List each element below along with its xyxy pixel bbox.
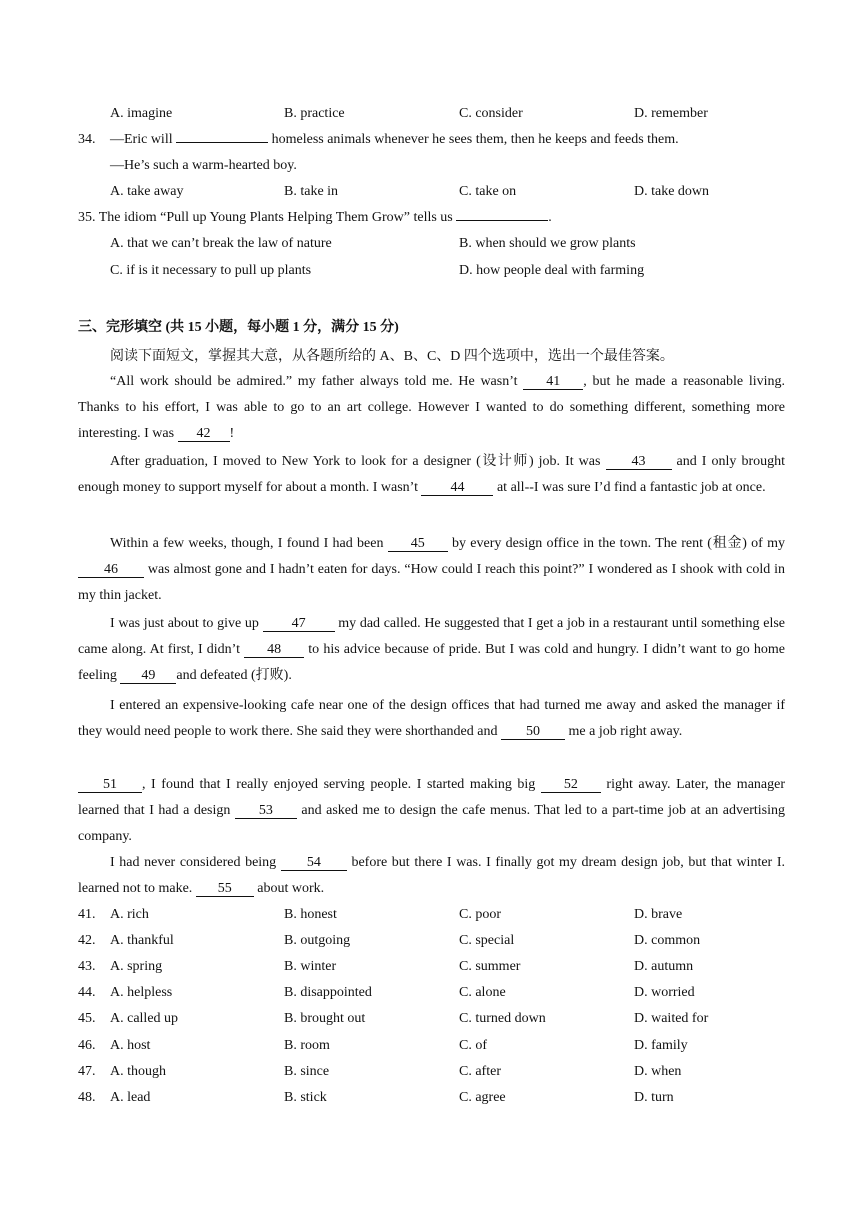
q35-option-c: C. if is it necessary to pull up plants [110,263,312,278]
answer-45-option-c: C. turned down [459,1011,546,1026]
p2-text-1: After graduation, I moved to New York to look for a designer (设计师) job. It was [110,454,601,469]
blank-53: 53 [235,804,297,819]
passage-paragraph-3 [78,531,785,609]
p6-text-3: and asked me to design the cafe menus. That led to a part-time job at an advertising company. [78,803,786,844]
answer-41-option-a: A. rich [110,907,149,922]
q33-option-a: A. imagine [110,106,173,121]
p5-text-1: I entered an expensive-looking cafe near one of the design offices that had turned me away and asked the manager if they would need people to work there. She said they were shorthanded and [78,698,785,739]
blank-46: 46 [78,563,144,578]
p5-text-2: me a job right away. [568,724,683,739]
blank-42: 42 [178,427,230,442]
answer-47-number: 47. [78,1064,96,1079]
blank-47: 47 [263,617,335,632]
p3-text-2: by every design office in the town. The rent (租金) of my [452,536,786,551]
answer-48-option-b: B. stick [284,1090,327,1105]
answer-46-option-c: C. of [459,1038,487,1053]
answer-45-option-a: A. called up [110,1011,179,1026]
answer-48-option-c: C. agree [459,1090,506,1105]
q34-option-b: B. take in [284,184,339,199]
answer-43-option-b: B. winter [284,959,337,974]
q33-option-d: D. remember [634,106,708,121]
q35-blank [456,220,548,221]
answer-44-option-d: D. worried [634,985,695,1000]
passage-paragraph-4 [78,611,785,689]
q34-number: 34. [78,132,96,147]
p7-text-1: I had never considered being [110,855,277,870]
blank-55: 55 [196,882,254,897]
q34-stem-pre: —Eric will [110,132,173,147]
answer-44-option-a: A. helpless [110,985,173,1000]
answer-41-option-c: C. poor [459,907,501,922]
q34-reply: —He’s such a warm-hearted boy. [110,158,297,173]
answer-43-option-a: A. spring [110,959,163,974]
answer-45-option-d: D. waited for [634,1011,709,1026]
answer-41-option-d: D. brave [634,907,683,922]
blank-51: 51 [78,778,142,793]
answer-47-option-a: A. though [110,1064,166,1079]
q35-stem-text: 35. The idiom “Pull up Young Plants Helping Them Grow” tells us [78,210,453,225]
q33-option-b: B. practice [284,106,345,121]
p1-text-1: “All work should be admired.” my father always told me. He wasn’t [110,374,518,389]
p6-text-1: , I found that I really enjoyed serving people. I started making big [142,777,536,792]
answer-43-option-d: D. autumn [634,959,694,974]
blank-50: 50 [501,725,565,740]
q34-blank [176,142,268,143]
answer-45-number: 45. [78,1011,96,1026]
q35-option-a: A. that we can’t break the law of nature [110,236,332,251]
q34-stem [110,132,679,148]
passage-paragraph-2 [78,449,785,501]
answer-44-option-c: C. alone [459,985,506,1000]
p4-text-4: and defeated (打败). [176,668,292,683]
blank-54: 54 [281,856,347,871]
p3-text-3: was almost gone and I hadn’t eaten for days. “How could I reach this point?” I wondered as I shook with cold in my thin jacket. [78,562,786,603]
blank-49: 49 [120,669,176,684]
q34-option-c: C. take on [459,184,517,199]
p1-text-3: ! [229,426,235,441]
answer-42-option-d: D. common [634,933,701,948]
passage-paragraph-6 [78,772,785,850]
p7-text-2: before but there I was. I finally got my dream design job, but that winter I. learned not to make. [78,855,785,896]
answer-44-option-b: B. disappointed [284,985,372,1000]
blank-44: 44 [421,481,493,496]
blank-48: 48 [244,643,304,658]
answer-42-number: 42. [78,933,96,948]
answer-43-option-c: C. summer [459,959,521,974]
q35-option-b: B. when should we grow plants [459,236,636,251]
q34-option-d: D. take down [634,184,710,199]
answer-42-option-a: A. thankful [110,933,174,948]
answer-43-number: 43. [78,959,96,974]
p2-text-3: at all--I was sure I’d find a fantastic job at once. [496,480,766,495]
q34-option-a: A. take away [110,184,184,199]
answer-44-number: 44. [78,985,96,1000]
q35-option-d: D. how people deal with farming [459,263,645,278]
q35-stem-end: . [548,210,552,225]
passage-paragraph-1 [78,369,785,447]
q34-stem-post: homeless animals whenever he sees them, then he keeps and feeds them. [271,132,679,147]
answer-48-number: 48. [78,1090,96,1105]
passage-paragraph-7 [78,850,785,902]
p1-text-2: , but he made a reasonable living. Thanks to his effort, I was able to go to an art college. However I wanted to do something different, something more interesting. I was [78,374,785,441]
answer-41-option-b: B. honest [284,907,337,922]
blank-52: 52 [541,778,601,793]
answer-42-option-c: C. special [459,933,515,948]
answer-46-option-b: B. room [284,1038,330,1053]
answer-48-option-a: A. lead [110,1090,151,1105]
p2-text-2: and I only brought enough money to support myself for about a month. I wasn’t [78,454,785,495]
q35-stem [78,210,552,226]
p7-text-3: about work. [257,881,325,896]
blank-41: 41 [523,375,583,390]
p3-text-1: Within a few weeks, though, I found I had been [110,536,384,551]
passage-paragraph-5 [78,693,785,745]
answer-42-option-b: B. outgoing [284,933,351,948]
blank-45: 45 [388,537,448,552]
section-heading: 三、完形填空 (共 15 小题，每小题 1 分，满分 15 分) [78,320,399,335]
answer-45-option-b: B. brought out [284,1011,366,1026]
answer-48-option-d: D. turn [634,1090,674,1105]
p4-text-1: I was just about to give up [110,616,259,631]
p4-text-3: to his advice because of pride. But I was cold and hungry. I didn’t want to go home feeling [78,642,786,683]
p4-text-2: my dad called. He suggested that I get a job in a restaurant until something else came along. At first, I didn’t [78,616,785,657]
q33-option-c: C. consider [459,106,523,121]
answer-47-option-d: D. when [634,1064,682,1079]
section-instruction: 阅读下面短文，掌握其大意，从各题所给的 A、B、C、D 四个选项中，选出一个最佳答案。 [110,349,674,364]
answer-46-option-d: D. family [634,1038,688,1053]
answer-46-number: 46. [78,1038,96,1053]
blank-43: 43 [606,455,672,470]
answer-47-option-c: C. after [459,1064,501,1079]
answer-46-option-a: A. host [110,1038,151,1053]
p6-text-2: right away. Later, the manager learned that I had a design [78,777,786,818]
answer-47-option-b: B. since [284,1064,330,1079]
answer-41-number: 41. [78,907,96,922]
